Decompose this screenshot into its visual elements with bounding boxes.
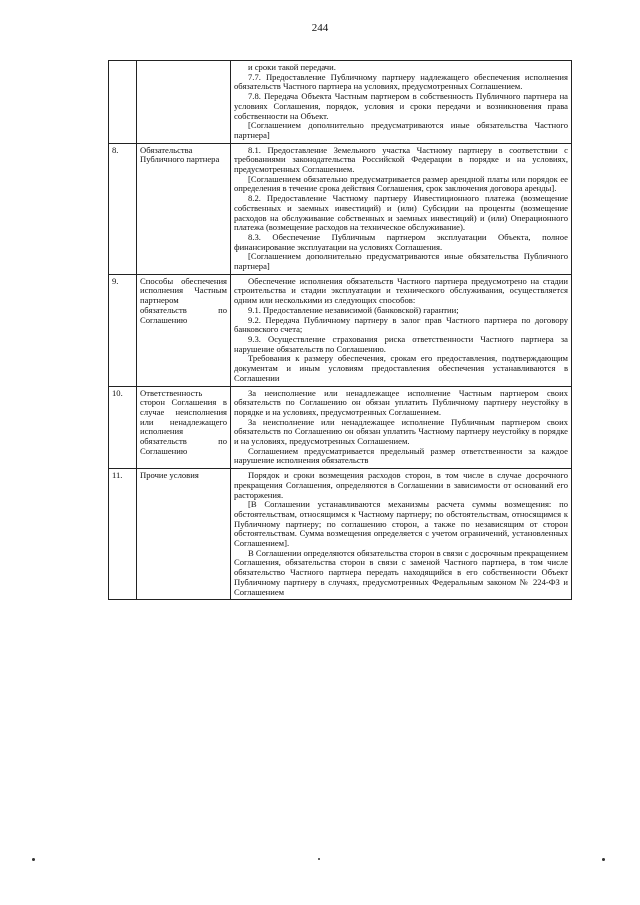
table-row (109, 274, 572, 386)
scan-dot (318, 858, 320, 860)
row-paragraph: В Соглашении определяются обязательства сторон в связи с досрочным прекращением Соглашения, обязательства сторон в связи с заменой Частного партнера, в том числе обязательство Частного партнера передать находящийся в его собственности Объект Публичному партнеру в случаях, предусмотренных Федеральным законом № 224-ФЗ и Соглашением (234, 547, 568, 597)
row-content (231, 143, 572, 274)
table-row (109, 143, 572, 274)
conditions-table (108, 60, 572, 600)
row-number: 11. (109, 469, 137, 600)
row-content (231, 61, 572, 144)
row-paragraph: 9.1. Предоставление независимой (банковской) гарантии; (248, 304, 459, 315)
row-paragraph: 8.2. Предоставление Частному партнеру Инвестиционного платежа (возмещение собственных и заемных инвестиций) и (или) Субсидии на проценты (возмещение расходов на обслуживание собственных и заемных инвестиций) и (или) Операционного платежа (возмещение расходов на техническое обслуживание). (234, 193, 568, 233)
row-number: 9. (109, 274, 137, 386)
row-paragraph: 9.2. Передача Публичному партнеру в залог прав Частного партнера по договору банковского счета; (234, 314, 568, 335)
scan-dot (602, 858, 605, 861)
row-paragraph: Обеспечение исполнения обязательств Частного партнера предусмотрено на стадии строительства и стадии эксплуатации и технического обслуживания, осуществляется одним или несколькими из следующих способов: (234, 275, 568, 306)
page-number: 244 (311, 22, 329, 34)
row-paragraph: Порядок и сроки возмещения расходов сторон, в том числе в случае досрочного прекращения Соглашения, определяются в Соглашении в зависимости от оснований его расторжения. (234, 470, 568, 500)
row-content (231, 469, 572, 600)
row-paragraph: [Соглашением дополнительно предусматриваются иные обязательства Публичного партнера] (234, 251, 568, 272)
row-content (231, 386, 572, 469)
table-row (109, 469, 572, 600)
row-title: Способы обеспечения исполнения Частным партнером обязательств по Соглашению (137, 274, 231, 386)
row-paragraph: Соглашением предусматривается предельный размер ответственности за каждое нарушение исполнения обязательств (234, 445, 568, 466)
row-paragraph: 7.8. Передача Объекта Частным партнером в собственность Публичного партнера на условиях Соглашения, порядок, условия и сроки передачи и возникновения права собственности на Объект. (234, 91, 568, 121)
row-paragraph: 8.3. Обеспечение Публичным партнером эксплуатации Объекта, полное финансирование эксплуатации на условиях Соглашения. (234, 231, 568, 252)
row-content (231, 274, 572, 386)
row-title (137, 61, 231, 144)
row-title: Обязательства Публичного партнера (137, 143, 231, 274)
table-body (109, 61, 572, 600)
row-number (109, 61, 137, 144)
row-paragraph: [Соглашением обязательно предусматривается размер арендной платы или порядок ее определения в течение срока действия Соглашения, срок заключения договора аренды]. (234, 173, 568, 194)
row-number: 8. (109, 143, 137, 274)
row-paragraph: Требования к размеру обеспечения, срокам его предоставления, подтверждающим документам и иным условиям предоставления обеспечения устанавливаются в Соглашении (234, 353, 568, 383)
table-row (109, 61, 572, 144)
row-paragraph: 9.3. Осуществление страхования риска ответственности Частного партнера за нарушение обязательств по Соглашению. (234, 333, 568, 354)
row-paragraph: За неисполнение или ненадлежащее исполнение Публичным партнером своих обязательств по Соглашению он обязан уплатить Частному партнеру неустойку в порядке и на условиях, предусмотренных Соглашением. (234, 416, 568, 447)
table-row (109, 386, 572, 469)
row-paragraph: За неисполнение или ненадлежащее исполнение Частным партнером своих обязательств по Соглашению он обязан уплатить Публичному партнеру неустойку в порядке и на условиях, предусмотренных Соглашением. (234, 387, 568, 417)
row-paragraph: и сроки такой передачи. (248, 62, 336, 72)
scan-dot (32, 858, 35, 861)
row-paragraph: 7.7. Предоставление Публичному партнеру надлежащего обеспечения исполнения обязательств Частного партнера на условиях, предусмотренных Соглашением. (234, 71, 568, 92)
row-title: Прочие условия (137, 469, 231, 600)
row-number: 10. (109, 386, 137, 469)
row-paragraph: [Соглашением дополнительно предусматриваются иные обязательства Частного партнера] (234, 120, 568, 140)
row-paragraph: [В Соглашении устанавливаются механизмы расчета суммы возмещения: по обстоятельствам, относящимся к Частному партнеру; по обстоятельствам, относящимся к Публичному партнеру; по соглашению сторон, а также по независящим от сторон обстоятельствам. Сумма возмещения определяется с учетом ограничений, установленных Соглашением]. (234, 499, 568, 549)
row-title: Ответственность сторон Соглашения в случае неисполнения или ненадлежащего исполнения обязательств по Соглашению (137, 386, 231, 469)
row-paragraph: 8.1. Предоставление Земельного участка Частному партнеру в соответствии с требованиями законодательства Российской Федерации в порядке и на условиях, предусмотренных Соглашением. (234, 144, 568, 175)
